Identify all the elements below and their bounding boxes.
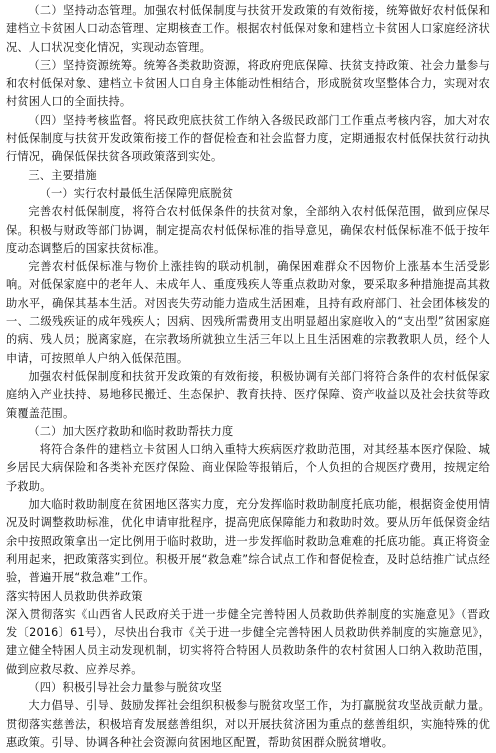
paragraph-social-forces: 大力倡导、引导、鼓励发挥社会组织积极参与脱贫攻坚工作，为打赢脱贫攻坚战贡献力量。贯彻落实慈善法，积极培育发展慈善组织，对以开展扶贫济困为重点的慈善组织，实施特殊的优惠政策。引导、协调各种社会资源向贫困地区配置，帮助贫困群众脱贫增收。 bbox=[6, 699, 490, 749]
section-heading-main-measures: 三、主要措施 bbox=[28, 168, 97, 182]
paragraph-assessment-supervision: （四）坚持考核监督。将民政兜底扶贫工作纳入各级民政部门工作重点考核内容，加大对农村低保制度与扶贫开发政策衔接工作的督促检查和社会监督力度，定期通报农村低保扶贫行动执行情况，确保低保扶贫各项政策落到实处。 bbox=[6, 113, 490, 164]
subheading-minimum-living-security: （一）实行农村最低生活保障兜底脱贫 bbox=[39, 186, 234, 200]
subheading-extreme-poverty-support: 落实特困人员救助供养政策 bbox=[6, 589, 143, 603]
paragraph-temporary-aid: 加大临时救助制度在贫困地区落实力度，充分发挥临时救助制度托底功能，根据资金使用情况及时调整救助标准，优化申请审批程序，提高兜底保障能力和救助时效。要从历年低保资金结余中按照政策拿出一定比例用于临时救助，进一步发挥临时救助急难难的托底功能。真正将资金利用起来，把政策落实到位。积极开展“救急难”综合试点工作和督促检查，及时总结推广试点经验，普遍开展“救急难”工作。 bbox=[6, 498, 490, 585]
subheading-medical-temporary-aid: （二）加大医疗救助和临时救助帮扶力度 bbox=[28, 424, 234, 438]
paragraph-price-linkage: 完善农村低保标准与物价上涨挂钩的联动机制，确保困难群众不因物价上涨基本生活受影响。对低保家庭中的老年人、未成年人、重度残疾人等重点救助对象，要采取多种措施提高其救助水平，确保其基本生活。对因丧失劳动能力造成生活困难，且持有政府部门、社会团体核发的一、二级残疾证的成年残疾人；因病、因残所需费用支出明显超出家庭收入的“支出型”贫困家庭的病、残人员；脱离家庭，在宗教场所就独立生活三年以上且生活困难的宗教教职人员，经个人申请，可按照单人户纳入低保范围。 bbox=[6, 260, 490, 365]
paragraph-extreme-poverty-policy: 深入贯彻落实《山西省人民政府关于进一步健全完善特困人员救助供养制度的实施意见》（晋政发〔2016〕61号），尽快出台我市《关于进一步健全完善特困人员救助供养制度的实施意见》，建立健全特困人员主动发现机制，切实将符合特困人员救助条件的农村贫困人口纳入救助范围，做到应救尽救、应养尽养。 bbox=[6, 607, 490, 676]
subheading-social-forces: （四）积极引导社会力量参与脱贫攻坚 bbox=[28, 680, 222, 694]
paragraph-policy-coverage: 加强农村低保制度和扶贫开发政策的有效衔接，积极协调有关部门将符合条件的农村低保家庭纳入产业扶持、易地移民搬迁、生态保护、教育扶持、医疗保障、资产收益以及社会扶贫等政策覆盖范围。 bbox=[6, 369, 490, 420]
paragraph-resource-coordination: （三）坚持资源统筹。统筹各类救助资源，将政府兜底保障、扶贫支持政策、社会力量参与和农村低保对象、建档立卡贫困人口自身主体能动性相结合，形成脱贫攻坚整体合力，实现对农村贫困人口的全面扶持。 bbox=[6, 58, 490, 109]
paragraph-dynamic-management: （二）坚持动态管理。加强农村低保制度与扶贫开发政策的有效衔接，统筹做好农村低保和建档立卡贫困人口动态管理、定期核查工作。根据农村低保对象和建档立卡贫困人口家庭经济状况、人口状况变化情况，实现动态管理。 bbox=[6, 4, 490, 54]
paragraph-medical-aid: 将符合条件的建档立卡贫困人口纳入重特大疾病医疗救助范围，对其经基本医疗保险、城乡居民大病保险和各类补充医疗保险、商业保险等报销后，个人负担的合规医疗费用，按规定给予救助。 bbox=[6, 443, 490, 493]
paragraph-improve-dibao: 完善农村低保制度，将符合农村低保条件的扶贫对象，全部纳入农村低保范围，做到应保尽保。积极与财政等部门协调，制定提高农村低保标准的指导意见，确保农村低保标准不低于按年度动态调整后的国家扶贫标准。 bbox=[6, 205, 490, 255]
